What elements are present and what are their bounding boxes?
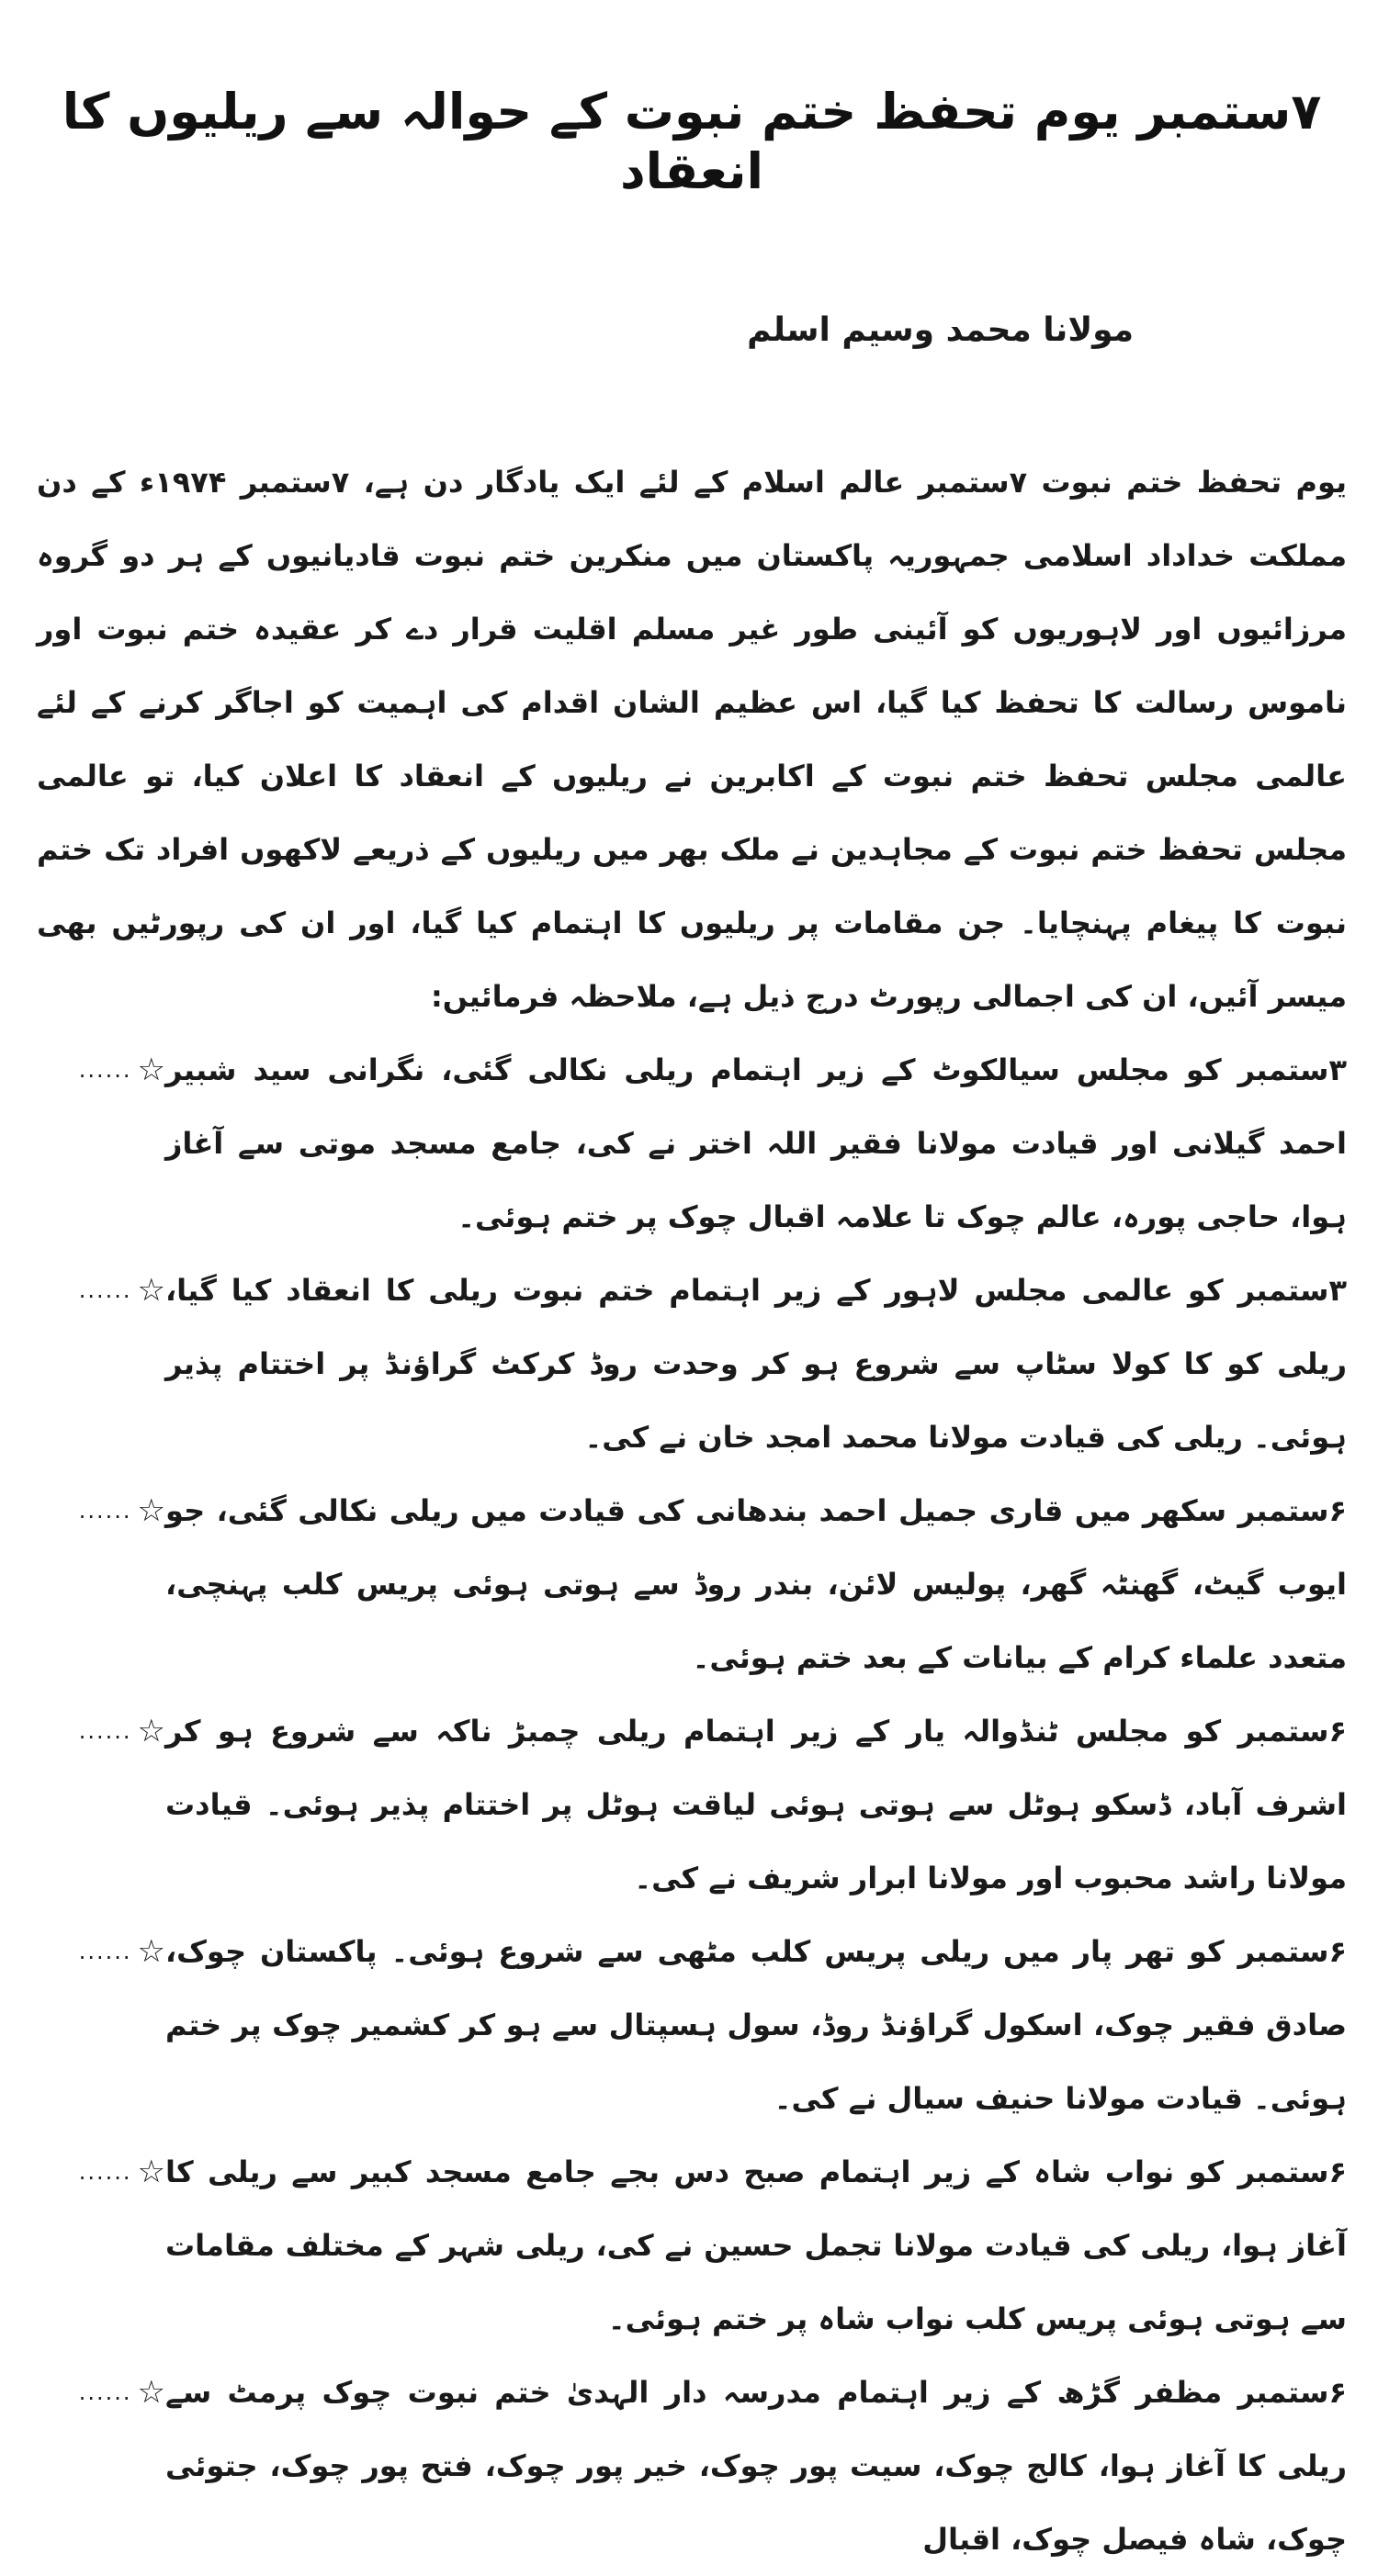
leader-dots: ...... [78, 1497, 132, 1524]
star-icon: ☆ [137, 2373, 165, 2411]
article-author: مولانا محمد وسیم اسلم [747, 310, 1134, 349]
list-item [37, 1033, 1347, 1254]
list-marker [37, 1033, 165, 1107]
list-item [37, 1474, 1347, 1694]
list-item [37, 1254, 1347, 1474]
list-item-text: ۶ستمبر کو مجلس ٹنڈوالہ یار کے زیر اہتمام ریلی چمبڑ ناکہ سے شروع ہو کر اشرف آباد، ڈسکو ہوٹل سے ہوتی ہوئی لیاقت ہوٹل پر اختتام پذیر ہوئی۔ قیادت مولانا راشد محبوب اور مولانا ابرار شریف نے کی۔ [165, 1713, 1347, 1895]
leader-dots: ...... [78, 1717, 132, 1744]
list-marker [37, 1254, 165, 1327]
list-marker [37, 2356, 165, 2429]
star-icon: ☆ [137, 1712, 165, 1749]
list-item-text: ۶ستمبر سکھر میں قاری جمیل احمد بندھانی کی قیادت میں ریلی نکالی گئی، جو ایوب گیٹ، گھنٹہ گھر، پولیس لائن، بندر روڈ سے ہوتی ہوئی پریس کلب پہنچی، متعدد علماء کرام کے بیانات کے بعد ختم ہوئی۔ [165, 1492, 1347, 1675]
list-item-text: ۳ستمبر کو مجلس سیالکوٹ کے زیر اہتمام ریلی نکالی گئی، نگرانی سید شبیر احمد گیلانی اور قیادت مولانا فقیر اللہ اختر نے کی، جامع مسجد موتی سے آغاز ہوا، حاجی پورہ، عالم چوک تا علامہ اقبال چوک پر ختم ہوئی۔ [165, 1052, 1347, 1234]
star-icon: ☆ [137, 1491, 165, 1529]
list-marker [37, 1474, 165, 1547]
article-title: ۷ستمبر یوم تحفظ ختم نبوت کے حوالہ سے ریلیوں کا انعقاد [62, 83, 1322, 200]
list-item [37, 2135, 1347, 2356]
leader-dots: ...... [78, 2158, 132, 2185]
list-marker [37, 2135, 165, 2209]
star-icon: ☆ [137, 2153, 165, 2190]
list-item [37, 1915, 1347, 2135]
leader-dots: ...... [78, 1056, 132, 1083]
star-icon: ☆ [137, 1271, 165, 1309]
list-marker [37, 1694, 165, 1768]
leader-dots: ...... [78, 1938, 132, 1964]
list-item-text: ۳ستمبر کو عالمی مجلس لاہور کے زیر اہتمام ختم نبوت ریلی کا انعقاد کیا گیا، ریلی کو کا کولا سٹاپ سے شروع ہو کر وحدت روڈ کرکٹ گراؤنڈ پر اختتام پذیر ہوئی۔ ریلی کی قیادت مولانا محمد امجد خان نے کی۔ [165, 1272, 1347, 1455]
star-icon: ☆ [137, 1932, 165, 1970]
leader-dots: ...... [78, 2379, 132, 2405]
list-item [37, 2356, 1347, 2576]
list-item-text: ۶ستمبر کو نواب شاہ کے زیر اہتمام صبح دس بجے جامع مسجد کبیر سے ریلی کا آغاز ہوا، ریلی کی قیادت مولانا تجمل حسین نے کی، ریلی شہر کے مختلف مقامات سے ہوتی ہوئی پریس کلب نواب شاہ پر ختم ہوئی۔ [165, 2154, 1347, 2336]
list-marker [37, 1915, 165, 1988]
report-list [37, 1033, 1347, 2576]
list-item-text: ۶ستمبر مظفر گڑھ کے زیر اہتمام مدرسہ دار الہدیٰ ختم نبوت چوک پرمٹ سے ریلی کا آغاز ہوا، کالج چوک، سیت پور چوک، خیر پور چوک، فتح پور چوک، جتوئی چوک، شاہ فیصل چوک، اقبال [165, 2374, 1347, 2557]
list-item-text: ۶ستمبر کو تھر پار میں ریلی پریس کلب مٹھی سے شروع ہوئی۔ پاکستان چوک، صادق فقیر چوک، اسکول گراؤنڈ روڈ، سول ہسپتال سے ہو کر کشمیر چوک پر ختم ہوئی۔ قیادت مولانا حنیف سیال نے کی۔ [165, 1933, 1347, 2116]
article-intro: یوم تحفظ ختم نبوت ۷ستمبر عالم اسلام کے لئے ایک یادگار دن ہے، ۷ستمبر ۱۹۷۴ء کے دن مملکت خداداد اسلامی جمہوریہ پاکستان میں منکرین ختم نبوت قادیانیوں کے ہر دو گروہ مرزائیوں اور لاہوریوں کو آئینی طور غیر مسلم اقلیت قرار دے کر عقیدہ ختم نبوت اور ناموس رسالت کا تحفظ کیا گیا، اس عظیم الشان اقدام کی اہمیت کو اجاگر کرنے کے لئے عالمی مجلس تحفظ ختم نبوت کے اکابرین نے ریلیوں کے انعقاد کا اعلان کیا، تو عالمی مجلس تحفظ ختم نبوت کے مجاہدین نے ملک بھر میں ریلیوں کے ذریعے لاکھوں افراد تک ختم نبوت کا پیغام پہنچایا۔ جن مقامات پر ریلیوں کا اہتمام کیا گیا، اور ان کی رپورٹیں بھی میسر آئیں، ان کی اجمالی رپورٹ درج ذیل ہے، ملاحظہ فرمائیں: [37, 464, 1348, 1014]
list-item [37, 1694, 1347, 1915]
leader-dots: ...... [78, 1277, 132, 1303]
star-icon: ☆ [137, 1051, 165, 1088]
